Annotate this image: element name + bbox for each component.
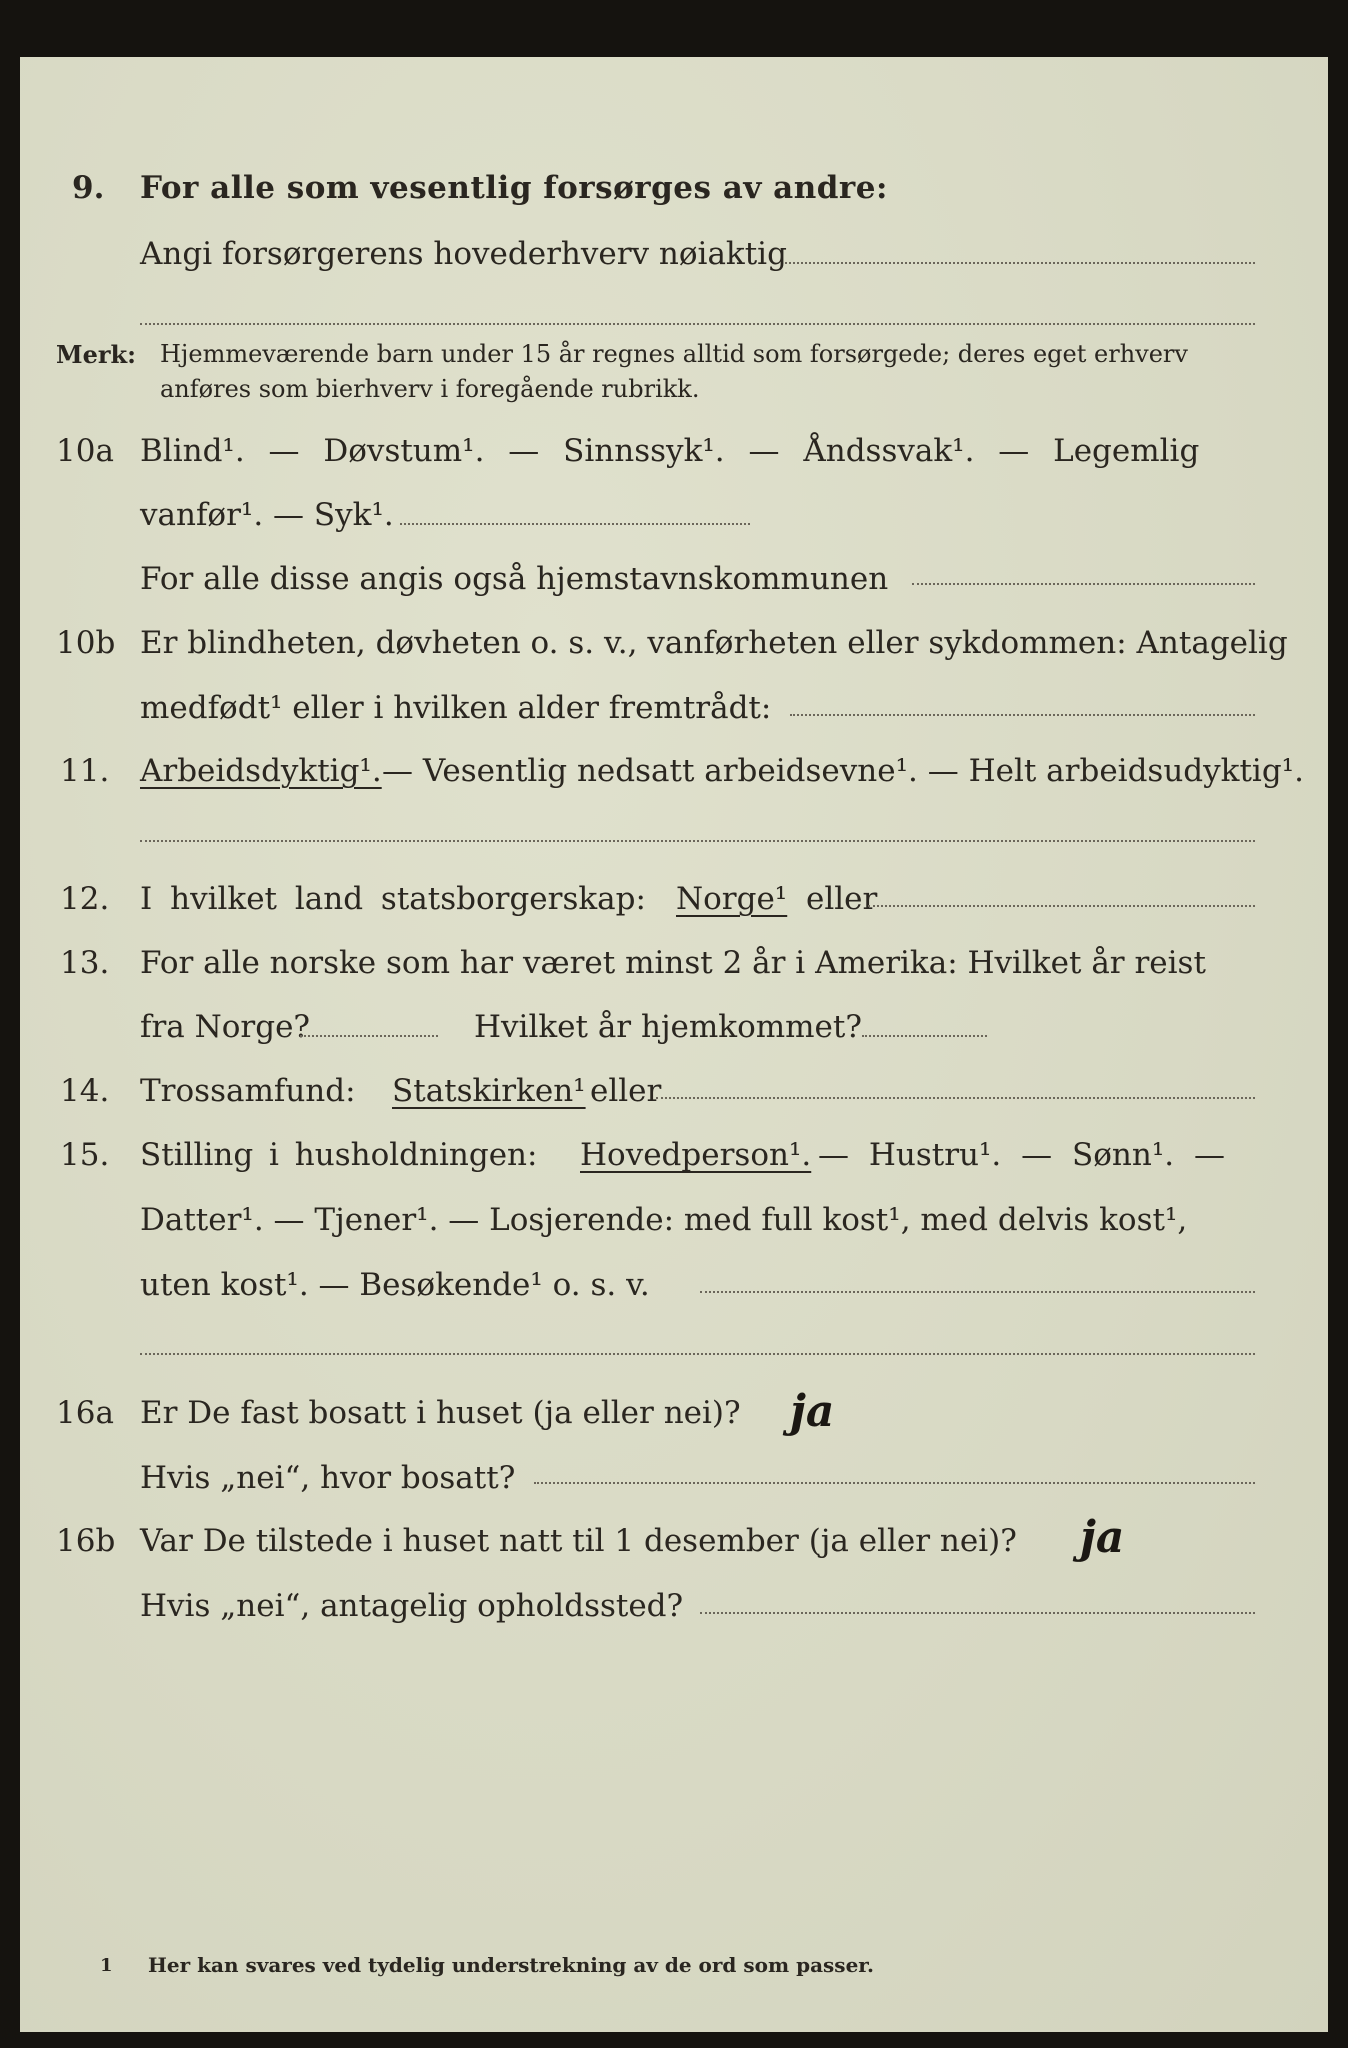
q12-eller: eller <box>806 881 878 917</box>
q16b-handwritten-answer[interactable]: ja <box>1080 1512 1125 1563</box>
q14-prompt: Trossamfund: <box>140 1073 356 1109</box>
q16a-question: Er De fast bosatt i huset (ja eller nei)? <box>140 1395 741 1431</box>
q11-option-arbeidsdyktig[interactable]: Arbeidsdyktig¹. <box>140 753 382 789</box>
q15-answer-line[interactable] <box>700 1291 1255 1293</box>
q10b-line1: Er blindheten, døvheten o. s. v., vanførheten eller sykdommen: Antagelig <box>140 625 1288 661</box>
q12-number: 12. <box>60 881 110 917</box>
q15-answer-line-2[interactable] <box>140 1353 1255 1355</box>
q9-number: 9. <box>72 170 105 206</box>
q12-prompt: I hvilket land statsborgerskap: <box>140 881 646 917</box>
q13-number: 13. <box>60 945 110 981</box>
q10b-number: 10b <box>56 625 116 661</box>
q12-option-norge[interactable]: Norge¹ <box>676 881 788 917</box>
q9-heading: For alle som vesentlig forsørges av andre: <box>140 170 888 206</box>
q10a-answer-line[interactable] <box>400 523 750 525</box>
q13-line1: For alle norske som har været minst 2 år i Amerika: Hvilket år reist <box>140 945 1206 981</box>
q12-answer-line[interactable] <box>868 905 1255 907</box>
q13-returned-line[interactable] <box>862 1035 987 1037</box>
q10a-line1: Blind¹. — Døvstum¹. — Sinnssyk¹. — Åndssvak¹. — Legemlig <box>140 433 1200 469</box>
q9-answer-line[interactable] <box>785 262 1255 264</box>
q10a-number: 10a <box>56 433 114 469</box>
merk-text-line1: Hjemmeværende barn under 15 år regnes alltid som forsørgede; deres eget erhverv <box>160 340 1188 368</box>
q11-other-options: — Vesentlig nedsatt arbeidsevne¹. — Helt arbeidsudyktig¹. <box>382 753 1304 789</box>
q16a-handwritten-answer[interactable]: ja <box>790 1386 835 1437</box>
merk-text-line2: anføres som bierhverv i foregående rubrikk. <box>160 375 700 403</box>
q14-answer-line[interactable] <box>656 1097 1255 1099</box>
q16a-number: 16a <box>56 1395 114 1431</box>
footnote-text: Her kan svares ved tydelig understrekning av de ord som passer. <box>148 1953 874 1977</box>
q10a-hometown-line[interactable] <box>912 583 1255 585</box>
q15-options-2: Datter¹. — Tjener¹. — Losjerende: med full kost¹, med delvis kost¹, <box>140 1202 1188 1238</box>
q15-option-hovedperson[interactable]: Hovedperson¹. <box>580 1137 812 1173</box>
q14-eller: eller <box>590 1073 662 1109</box>
q16a-answer-line[interactable] <box>534 1482 1255 1484</box>
footnote-mark: 1 <box>100 1955 113 1976</box>
merk-label: Merk: <box>56 340 136 369</box>
q10a-line2: vanfør¹. — Syk¹. <box>140 497 394 533</box>
q14-option-statskirken[interactable]: Statskirken¹ <box>392 1073 586 1109</box>
q15-prompt: Stilling i husholdningen: <box>140 1137 538 1173</box>
q16a-followup: Hvis „nei“, hvor bosatt? <box>140 1460 516 1496</box>
q15-options-3: uten kost¹. — Besøkende¹ o. s. v. <box>140 1267 650 1303</box>
q10a-line3: For alle disse angis også hjemstavnskommunen <box>140 561 889 597</box>
q16b-answer-line[interactable] <box>700 1612 1255 1614</box>
q13-departed-label: fra Norge? <box>140 1009 311 1045</box>
q9-prompt: Angi forsørgerens hovederhverv nøiaktig <box>140 236 787 272</box>
q9-answer-line-2[interactable] <box>140 323 1255 325</box>
q16b-question: Var De tilstede i huset natt til 1 desember (ja eller nei)? <box>140 1523 1017 1559</box>
q11-answer-line[interactable] <box>140 840 1255 842</box>
q10b-answer-line[interactable] <box>790 714 1255 716</box>
q11-number: 11. <box>60 753 110 789</box>
q13-returned-label: Hvilket år hjemkommet? <box>474 1009 862 1045</box>
q15-options-1: — Hustru¹. — Sønn¹. — <box>818 1137 1225 1173</box>
q13-departed-line[interactable] <box>300 1035 438 1037</box>
q16b-number: 16b <box>56 1523 116 1559</box>
q15-number: 15. <box>60 1137 110 1173</box>
q14-number: 14. <box>60 1073 110 1109</box>
q16b-followup: Hvis „nei“, antagelig opholdssted? <box>140 1588 684 1624</box>
q10b-line2: medfødt¹ eller i hvilken alder fremtrådt: <box>140 690 772 726</box>
